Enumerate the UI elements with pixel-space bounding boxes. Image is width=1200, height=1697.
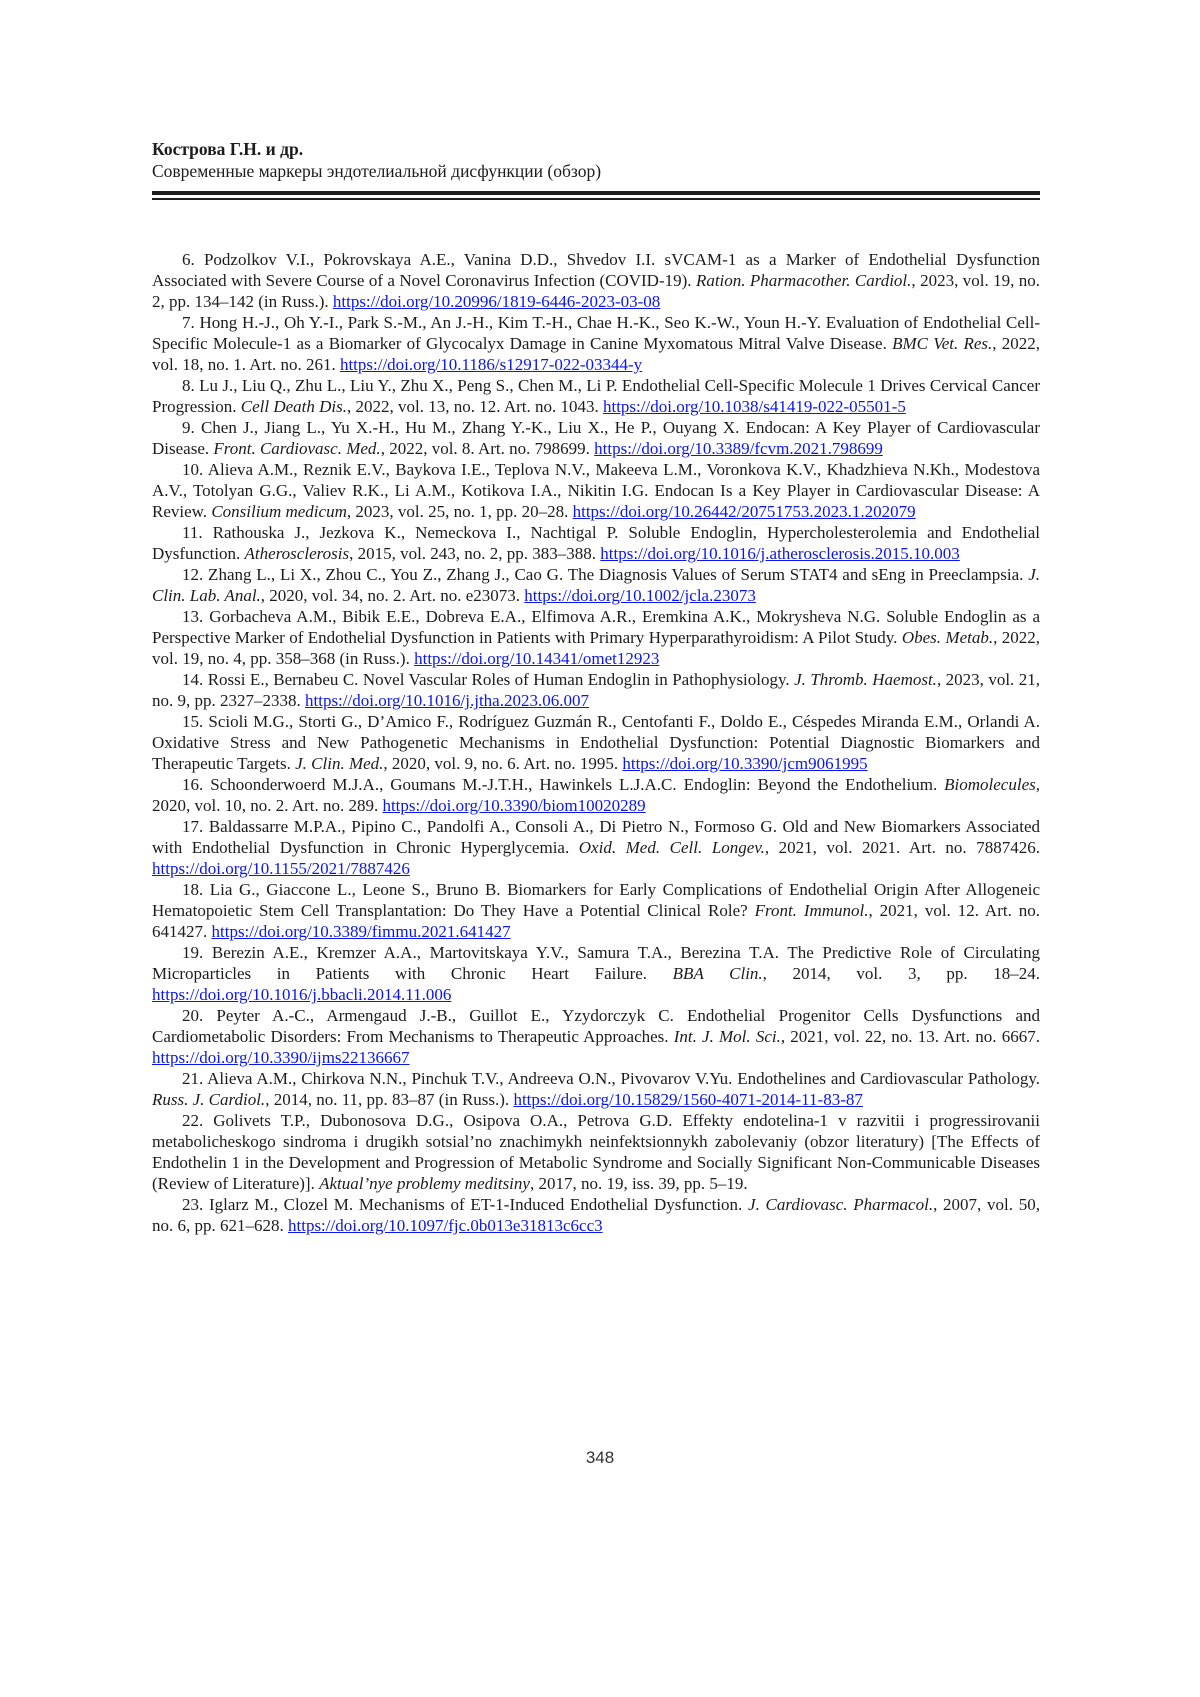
- doi-link[interactable]: https://doi.org/10.1038/s41419-022-05501-5: [602, 397, 906, 416]
- reference-text: 14. Rossi E., Bernabeu C. Novel Vascular Roles of Human Endoglin in Pathophysiology.: [182, 670, 795, 689]
- header-divider: [152, 191, 1040, 200]
- reference-item: [152, 942, 1040, 1005]
- doi-link[interactable]: https://doi.org/10.3390/ijms22136667: [152, 1048, 410, 1067]
- journal-title: Obes. Metab.: [901, 628, 994, 647]
- reference-text: 18. Lia G., Giaccone L., Leone S., Bruno B. Biomarkers for Early Complications of Endothelial Origin After Allogeneic Hematopoietic Stem Cell Transplantation: Do They Have a Potential Clinical Role?: [152, 880, 1040, 920]
- doi-link[interactable]: https://doi.org/10.1002/jcla.23073: [524, 586, 756, 605]
- doi-link[interactable]: https://doi.org/10.14341/omet12923: [414, 649, 660, 668]
- journal-title: Ration. Pharmacother. Cardiol.: [695, 271, 912, 290]
- reference-text: , 2014, no. 11, pp. 83–87 (in Russ.).: [265, 1090, 514, 1109]
- doi-link[interactable]: https://doi.org/10.20996/1819-6446-2023-03-08: [332, 292, 661, 311]
- reference-text: , 2020, vol. 34, no. 2. Art. no. e23073.: [260, 586, 525, 605]
- reference-text: 22. Golivets T.P., Dubonosova D.G., Osipova O.A., Petrova G.D. Effekty endotelina-1 v razvitii i progressirovanii metabolicheskogo sindroma i drugikh sotsial’no znachimykh neinfektsionnykh zabolevaniy (obzor literatury) [The Effects of Endothelin 1 in the Development and Progression of Metabolic Syndrome and Socially Significant Non-Communicable Diseases (Review of Literature)].: [152, 1111, 1040, 1193]
- doi-link[interactable]: https://doi.org/10.26442/20751753.2023.1.202079: [572, 502, 916, 521]
- reference-item: [152, 1194, 1040, 1236]
- references-list: [152, 249, 1040, 1236]
- journal-title: Front. Immunol.: [754, 901, 869, 920]
- reference-text: 23. Iglarz M., Clozel M. Mechanisms of ET-1-Induced Endothelial Dysfunction.: [182, 1195, 749, 1214]
- journal-title: J. Clin. Lab. Anal.: [152, 565, 1040, 605]
- journal-title: Biomolecules: [944, 775, 1036, 794]
- reference-item: [152, 774, 1040, 816]
- journal-title: Oxid. Med. Cell. Longev.: [578, 838, 765, 857]
- doi-link[interactable]: https://doi.org/10.3389/fcvm.2021.798699: [594, 439, 883, 458]
- reference-text: 7. Hong H.-J., Oh Y.-I., Park S.-M., An J.-H., Kim T.-H., Chae H.-K., Seo K.-W., Youn H.-Y. Evaluation of Endothelial Cell-Specific Molecule-1 as a Biomarker of Glycocalyx Damage in Canine Myxomatous Mitral Valve Disease.: [152, 313, 1040, 353]
- reference-text: , 2021, vol. 12. Art. no. 641427.: [152, 901, 1040, 941]
- reference-text: 16. Schoonderwoerd M.J.A., Goumans M.-J.T.H., Hawinkels L.J.A.C. Endoglin: Beyond the Endothelium.: [182, 775, 945, 794]
- reference-text: , 2022, vol. 18, no. 1. Art. no. 261.: [152, 334, 1041, 374]
- reference-item: [152, 522, 1040, 564]
- reference-text: 11. Rathouska J., Jezkova K., Nemeckova I., Nachtigal P. Soluble Endoglin, Hypercholesterolemia and Endothelial Dysfunction.: [152, 523, 1040, 563]
- reference-item: [152, 1005, 1040, 1068]
- journal-title: Russ. J. Cardiol.: [152, 1090, 266, 1109]
- journal-title: Cell Death Dis.: [240, 397, 348, 416]
- doi-link[interactable]: https://doi.org/10.1016/j.jtha.2023.06.007: [305, 691, 589, 710]
- reference-text: 10. Alieva A.M., Reznik E.V., Baykova I.E., Teplova N.V., Makeeva L.M., Voronkova K.V., Khadzhieva N.Kh., Modestova A.V., Totolyan G.G., Valiev R.K., Li A.M., Kotikova I.A., Nikitin I.G. Endocan Is a Key Player in Cardiovascular Disease: A Review.: [152, 460, 1040, 521]
- journal-title: J. Thromb. Haemost.: [794, 670, 937, 689]
- reference-text: 17. Baldassarre M.P.A., Pipino C., Pandolfi A., Consoli A., Di Pietro N., Formoso G. Old and New Biomarkers Associated with Endothelial Dysfunction in Chronic Hyperglycemia.: [152, 817, 1040, 857]
- reference-text: 19. Berezin A.E., Kremzer A.A., Martovitskaya Y.V., Samura T.A., Berezina T.A. The Predictive Role of Circulating Microparticles in Patients with Chronic Heart Failure.: [152, 943, 1040, 983]
- journal-title: Consilium medicum: [211, 502, 347, 521]
- page-number: 348: [585, 1448, 615, 1467]
- reference-item: [152, 1068, 1040, 1110]
- reference-text: , 2022, vol. 19, no. 4, pp. 358–368 (in Russ.).: [152, 628, 1041, 668]
- reference-text: , 2021, vol. 22, no. 13. Art. no. 6667.: [780, 1027, 1040, 1046]
- doi-link[interactable]: https://doi.org/10.3390/biom10020289: [382, 796, 646, 815]
- reference-item: [152, 564, 1040, 606]
- reference-item: [152, 249, 1040, 312]
- reference-text: 8. Lu J., Liu Q., Zhu L., Liu Y., Zhu X., Peng S., Chen M., Li P. Endothelial Cell-Specific Molecule 1 Drives Cervical Cancer Progression.: [152, 376, 1040, 416]
- doi-link[interactable]: https://doi.org/10.3389/fimmu.2021.641427: [211, 922, 511, 941]
- doi-link[interactable]: https://doi.org/10.1016/j.bbacli.2014.11.006: [152, 985, 452, 1004]
- journal-title: J. Cardiovasc. Pharmacol.: [748, 1195, 934, 1214]
- journal-title: Atherosclerosis: [244, 544, 350, 563]
- journal-title: BMC Vet. Res.: [892, 334, 993, 353]
- reference-text: , 2023, vol. 25, no. 1, pp. 20–28.: [346, 502, 573, 521]
- reference-text: , 2014, vol. 3, pp. 18–24.: [762, 964, 1040, 983]
- reference-text: , 2020, vol. 9, no. 6. Art. no. 1995.: [383, 754, 623, 773]
- reference-text: , 2007, vol. 50, no. 6, pp. 621–628.: [152, 1195, 1040, 1235]
- reference-item: [152, 711, 1040, 774]
- doi-link[interactable]: https://doi.org/10.15829/1560-4071-2014-11-83-87: [513, 1090, 863, 1109]
- doi-link[interactable]: https://doi.org/10.1186/s12917-022-03344-y: [339, 355, 643, 374]
- reference-text: , 2023, vol. 19, no. 2, pp. 134–142 (in Russ.).: [152, 271, 1040, 311]
- journal-title: Int. J. Mol. Sci.: [673, 1027, 781, 1046]
- reference-item: [152, 1110, 1040, 1194]
- reference-text: 9. Chen J., Jiang L., Yu X.-H., Hu M., Zhang Y.-K., Liu X., He P., Ouyang X. Endocan: A Key Player of Cardiovascular Disease.: [152, 418, 1040, 458]
- reference-text: , 2015, vol. 243, no. 2, pp. 383–388.: [349, 544, 601, 563]
- reference-text: 21. Alieva A.M., Chirkova N.N., Pinchuk T.V., Andreeva O.N., Pivovarov V.Yu. Endothelines and Cardiovascular Pathology.: [182, 1069, 1040, 1088]
- doi-link[interactable]: https://doi.org/10.1016/j.atherosclerosis.2015.10.003: [600, 544, 960, 563]
- journal-title: J. Clin. Med.: [295, 754, 384, 773]
- reference-text: 15. Scioli M.G., Storti G., D’Amico F., Rodríguez Guzmán R., Centofanti F., Doldo E., Céspedes Miranda E.M., Orlandi A. Oxidative Stress and New Pathogenetic Mechanisms in Endothelial Dysfunction: Potential Diagnostic Biomarkers and Therapeutic Targets.: [152, 712, 1040, 773]
- reference-item: [152, 375, 1040, 417]
- reference-text: , 2017, no. 19, iss. 39, pp. 5–19.: [529, 1174, 748, 1193]
- doi-link[interactable]: https://doi.org/10.1155/2021/7887426: [152, 859, 410, 878]
- reference-item: [152, 606, 1040, 669]
- doi-link[interactable]: https://doi.org/10.1097/fjc.0b013e31813c6cc3: [288, 1216, 603, 1235]
- page-content: [152, 138, 1040, 1236]
- doi-link[interactable]: https://doi.org/10.3390/jcm9061995: [622, 754, 868, 773]
- reference-item: [152, 816, 1040, 879]
- reference-text: , 2022, vol. 8. Art. no. 798699.: [380, 439, 595, 458]
- journal-title: Front. Cardiovasc. Med.: [213, 439, 381, 458]
- reference-item: [152, 417, 1040, 459]
- divider-thin-line: [152, 198, 1040, 200]
- reference-text: , 2023, vol. 21, no. 9, pp. 2327–2338.: [152, 670, 1040, 710]
- reference-text: 6. Podzolkov V.I., Pokrovskaya A.E., Vanina D.D., Shvedov I.I. sVCAM-1 as a Marker of Endothelial Dysfunction Associated with Severe Course of a Novel Coronavirus Infection (COVID-19).: [152, 250, 1040, 290]
- reference-item: [152, 669, 1040, 711]
- journal-title: Aktual’nye problemy meditsiny: [319, 1174, 530, 1193]
- reference-text: , 2020, vol. 10, no. 2. Art. no. 289.: [152, 775, 1040, 815]
- reference-text: 20. Peyter A.-C., Armengaud J.-B., Guillot E., Yzydorczyk C. Endothelial Progenitor Cells Dysfunctions and Cardiometabolic Disorders: From Mechanisms to Therapeutic Approaches.: [152, 1006, 1040, 1046]
- reference-item: [152, 879, 1040, 942]
- reference-item: [152, 312, 1040, 375]
- running-head-title: Современные маркеры эндотелиальной дисфункции (обзор): [152, 161, 602, 181]
- reference-text: 13. Gorbacheva A.M., Bibik E.E., Dobreva E.A., Elfimova A.R., Eremkina A.K., Mokrysheva N.G. Soluble Endoglin as a Perspective Marker of Endothelial Dysfunction in Patients with Primary Hyperparathyroidism: A Pilot Study.: [152, 607, 1040, 647]
- reference-text: , 2022, vol. 13, no. 12. Art. no. 1043.: [347, 397, 603, 416]
- reference-text: , 2021, vol. 2021. Art. no. 7887426.: [764, 838, 1040, 857]
- running-head-authors: Кострова Г.Н. и др.: [152, 139, 304, 159]
- reference-item: [152, 459, 1040, 522]
- journal-title: BBA Clin.: [672, 964, 763, 983]
- reference-text: 12. Zhang L., Li X., Zhou C., You Z., Zhang J., Cao G. The Diagnosis Values of Serum STAT4 and sEng in Preeclampsia.: [182, 565, 1029, 584]
